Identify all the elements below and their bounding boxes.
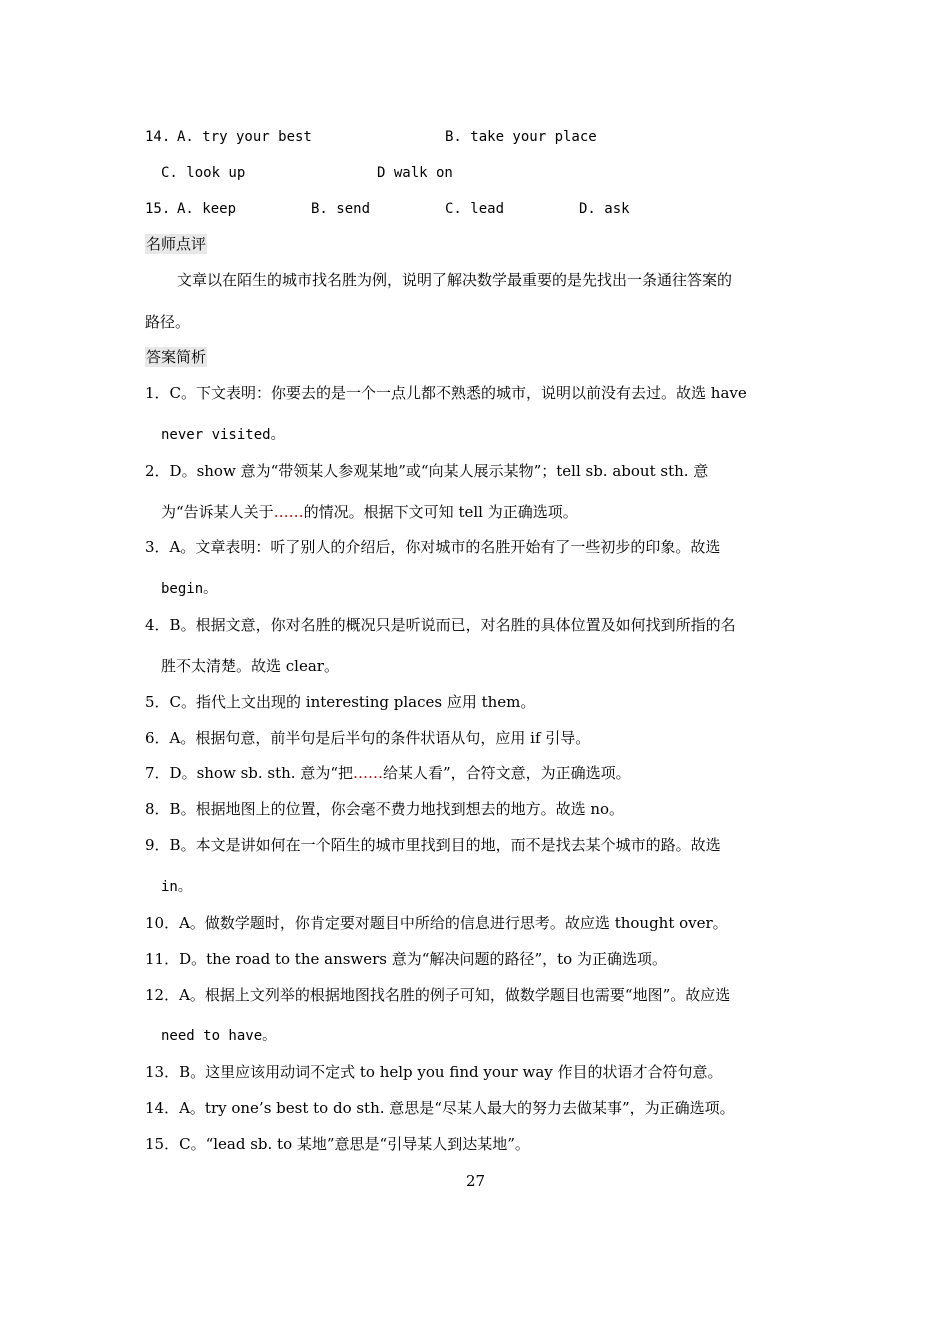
page-number: 27 — [466, 1172, 486, 1190]
answer-1-line-1: 1．C。下文表明：你要去的是一个一点儿都不熟悉的城市，说明以前没有去过。故选 have — [145, 384, 747, 402]
q14-option-c: C. look up — [161, 165, 246, 181]
q15-option-b: B. send — [311, 201, 371, 217]
q15-option-a: A. keep — [177, 201, 237, 217]
answer-4-line-2: 胜不太清楚。故选 clear。 — [161, 657, 339, 675]
q15-option-c: C. lead — [445, 201, 505, 217]
answer-8: 8．B。根据地图上的位置，你会毫不费力地找到想去的地方。故选 no。 — [145, 800, 625, 818]
answer-7 — [145, 763, 631, 783]
teacher-comment-heading: 名师点评 — [146, 235, 207, 253]
answer-15: 15．C。“lead sb. to 某地”意思是“引导某人到达某地”。 — [145, 1135, 530, 1153]
ellipsis-mark: …… — [353, 764, 383, 782]
q14-number: 14. — [145, 129, 171, 145]
answer-12-line-1: 12．A。根据上文列举的根据地图找名胜的例子可知，做数学题目也需要“地图”。故应选 — [145, 986, 731, 1004]
answer-5: 5．C。指代上文出现的 interesting places 应用 them。 — [145, 693, 536, 711]
teacher-comment-line-2: 路径。 — [145, 313, 191, 331]
answer-9-line-2: in。 — [161, 879, 192, 895]
q14-option-a: A. try your best — [177, 129, 312, 145]
answer-13: 13．B。这里应该用动词不定式 to help you find your way 作目的状语才合符句意。 — [145, 1063, 723, 1081]
answer-9-line-1: 9．B。本文是讲如何在一个陌生的城市里找到目的地，而不是找去某个城市的路。故选 — [145, 836, 721, 854]
answer-7-text-a: 7．D。show sb. sth. 意为“把 — [145, 764, 353, 782]
answer-7-text-b: 给某人看”，合符文意，为正确选项。 — [383, 764, 631, 782]
q14-option-d: D walk on — [377, 165, 453, 181]
answer-analysis-heading: 答案简析 — [146, 348, 207, 366]
answer-4-line-1: 4．B。根据文意，你对名胜的概况只是听说而已，对名胜的具体位置及如何找到所指的名 — [145, 616, 736, 634]
teacher-comment-line-1: 文章以在陌生的城市找名胜为例，说明了解决数学最重要的是先找出一条通往答案的 — [177, 271, 733, 289]
answer-2-line-1: 2．D。show 意为“带领某人参观某地”或“向某人展示某物”；tell sb. about sth. 意 — [145, 462, 709, 480]
answer-2-line-2 — [161, 502, 578, 522]
answer-3-line-2: begin。 — [161, 581, 218, 597]
ellipsis-mark: …… — [273, 503, 304, 521]
answer-1-line-2: never visited。 — [161, 427, 285, 443]
q14-option-b: B. take your place — [445, 129, 597, 145]
answer-6: 6．A。根据句意，前半句是后半句的条件状语从句，应用 if 引导。 — [145, 729, 591, 747]
q15-option-d: D. ask — [579, 201, 630, 217]
q15-number: 15. — [145, 201, 171, 217]
answer-2-text-b: 的情况。根据下文可知 tell 为正确选项。 — [303, 503, 578, 521]
answer-3-line-1: 3．A。文章表明：听了别人的介绍后，你对城市的名胜开始有了一些初步的印象。故选 — [145, 538, 721, 556]
answer-14: 14．A。try one’s best to do sth. 意思是“尽某人最大的努力去做某事”，为正确选项。 — [145, 1099, 735, 1117]
answer-10: 10．A。做数学题时，你肯定要对题目中所给的信息进行思考。故应选 thought over。 — [145, 914, 728, 932]
answer-12-line-2: need to have。 — [161, 1028, 277, 1044]
answer-11: 11．D。the road to the answers 意为“解决问题的路径”，to 为正确选项。 — [145, 950, 667, 968]
answer-2-text-a: 为“告诉某人关于 — [161, 503, 274, 521]
